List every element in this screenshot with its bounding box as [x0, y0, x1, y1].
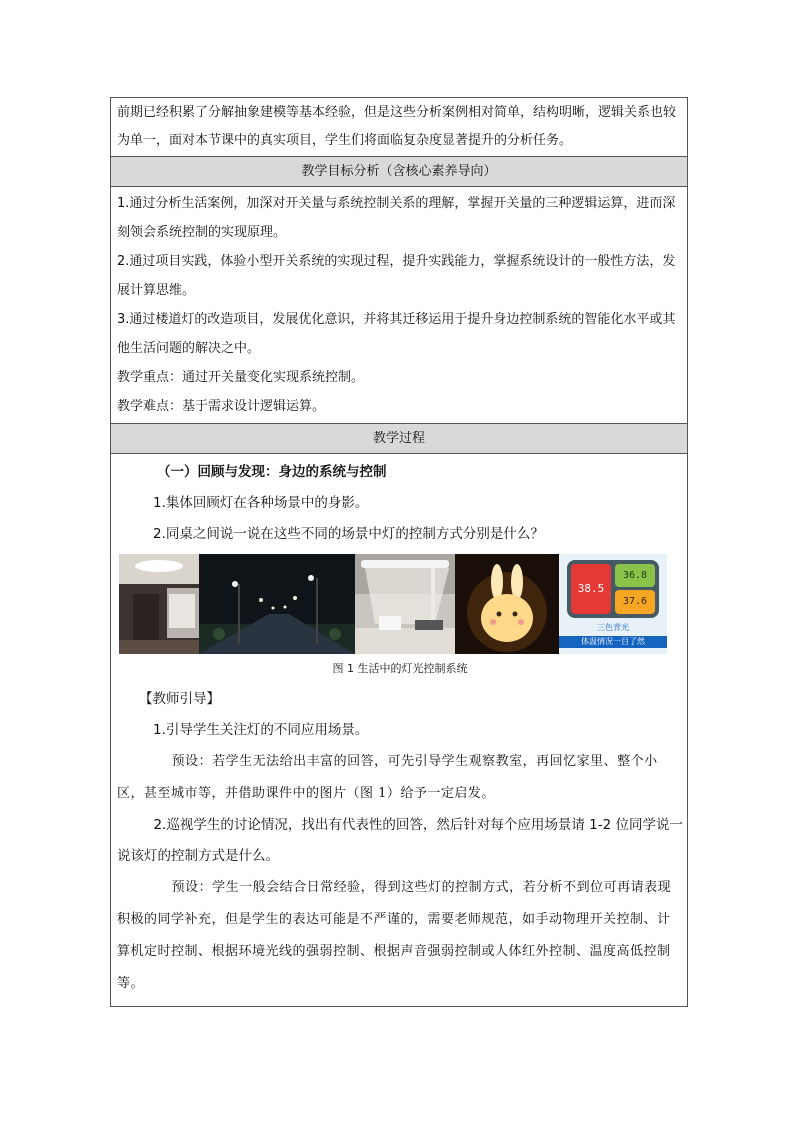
- difficulty-point: 教学难点：基于需求设计逻辑运算。: [117, 399, 326, 414]
- objectives-header: 教学目标分析（含核心素养导向）: [111, 157, 688, 187]
- process-row: [111, 454, 688, 1007]
- thermo-reading-red: 38.5: [571, 564, 611, 614]
- thermo-reading-orange: 37.6: [615, 590, 655, 614]
- ceiling-lamp-image: [119, 554, 199, 654]
- teacher-guide-label: 【教师引导】: [139, 691, 220, 707]
- guide-1: 1.引导学生关注灯的不同应用场景。: [153, 722, 369, 738]
- process-header: 教学过程: [111, 424, 688, 454]
- preset-2: 预设：学生一般会结合日常经验，得到这些灯的控制方式，若分析不到位可再请表现积极的同学补充，但是学生的表达可能是不严谨的，需要老师规范，如手动物理开关控制、计算机定时控制、根据环境光线的强弱控制、根据声音强弱控制或人体红外控制、温度高低控制等。: [117, 880, 672, 991]
- thermo-text-1: 三色背光: [597, 623, 629, 632]
- guide-2: 2.巡视学生的讨论情况，找出有代表性的回答，然后针对每个应用场景请 1-2 位同学说一说该灯的控制方式是什么。: [117, 817, 683, 864]
- street-lights-image: [199, 554, 355, 654]
- objectives-header-row: [111, 157, 688, 187]
- objectives-row: [111, 187, 688, 424]
- step-1: 1.集体回顾灯在各种场景中的身影。: [153, 495, 369, 511]
- key-point: 教学重点：通过开关量变化实现系统控制。: [117, 370, 365, 385]
- objective-item-2: 2.通过项目实践，体验小型开关系统的实现过程，提升实践能力，掌握系统设计的一般性方法，发展计算思维。: [117, 254, 676, 298]
- section-title: （一）回顾与发现：身边的系统与控制: [157, 464, 387, 480]
- figure-images: [119, 554, 683, 656]
- preset-1: 预设：若学生无法给出丰富的回答，可先引导学生观察教室，再回忆家里、整个小区，甚至城市等，并借助课件中的图片（图 1）给予一定启发。: [117, 754, 658, 801]
- thermometer-image: [559, 554, 667, 654]
- lesson-plan-table: [110, 97, 688, 1007]
- thermo-text-2: 体温情况一目了然: [559, 636, 667, 648]
- intro-row: [111, 98, 688, 157]
- objective-item-1: 1.通过分析生活案例，加深对开关量与系统控制关系的理解，掌握开关量的三种逻辑运算，进而深刻领会系统控制的实现原理。: [117, 196, 676, 240]
- figure-caption: 图 1 生活中的灯光控制系统: [332, 662, 468, 675]
- thermo-reading-green: 36.8: [615, 564, 655, 587]
- night-light-image: [455, 554, 559, 654]
- desk-lamp-image: [355, 554, 455, 654]
- objective-item-3: 3.通过楼道灯的改造项目，发展优化意识，并将其迁移运用于提升身边控制系统的智能化水平或其他生活问题的解决之中。: [117, 312, 676, 356]
- step-2: 2.同桌之间说一说在这些不同的场景中灯的控制方式分别是什么？: [153, 526, 544, 542]
- process-header-row: [111, 424, 688, 454]
- intro-text: 前期已经积累了分解抽象建模等基本经验，但是这些分析案例相对简单，结构明晰，逻辑关系也较为单一，面对本节课中的真实项目，学生们将面临复杂度显著提升的分析任务。: [117, 105, 677, 148]
